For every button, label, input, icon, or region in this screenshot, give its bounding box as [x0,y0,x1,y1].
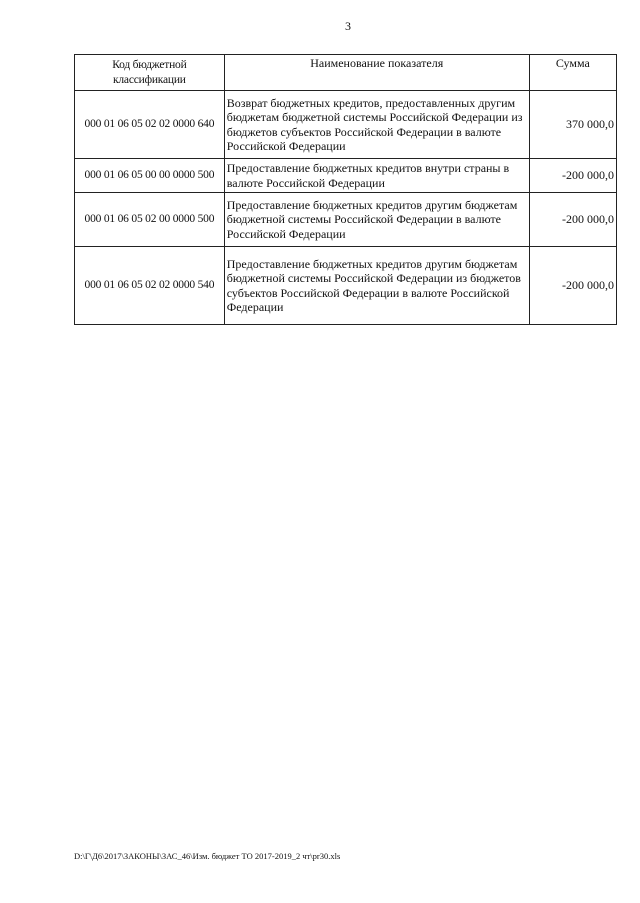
row-amount: -200 000,0 [529,247,616,325]
page-number: 3 [345,19,351,33]
row-name: Предоставление бюджетных кредитов внутри страны в валюте Российской Федерации [224,159,529,193]
table-row [75,247,617,325]
table-row [75,193,617,247]
row-code: 000 01 06 05 00 00 0000 500 [75,159,225,193]
row-amount: -200 000,0 [529,159,616,193]
header-amount: Сумма [529,55,616,91]
table-row [75,159,617,193]
table-header-row [75,55,617,91]
row-name: Предоставление бюджетных кредитов другим бюджетам бюджетной системы Российской Федерации из бюджетов субъектов Российской Федерации в валюте Российской Федерации [224,247,529,325]
row-code: 000 01 06 05 02 02 0000 640 [75,91,225,159]
header-name: Наименование показателя [224,55,529,91]
header-code: Код бюджетной классификации [75,55,225,91]
row-name: Предоставление бюджетных кредитов другим бюджетам бюджетной системы Российской Федерации в валюте Российской Федерации [224,193,529,247]
table-row [75,91,617,159]
row-name: Возврат бюджетных кредитов, предоставленных другим бюджетам бюджетной системы Российской Федерации из бюджетов субъектов Российской Федерации в валюте Российской Федерации [224,91,529,159]
row-amount: -200 000,0 [529,193,616,247]
row-code: 000 01 06 05 02 00 0000 500 [75,193,225,247]
row-amount: 370 000,0 [529,91,616,159]
file-path-footer: D:\Г\Д6\2017\ЗАКОНЫ\ЗАС_46\Изм. бюджет ТО 2017-2019_2 чт\pr30.xls [74,851,341,861]
row-code: 000 01 06 05 02 02 0000 540 [75,247,225,325]
budget-sources-table [74,54,617,325]
